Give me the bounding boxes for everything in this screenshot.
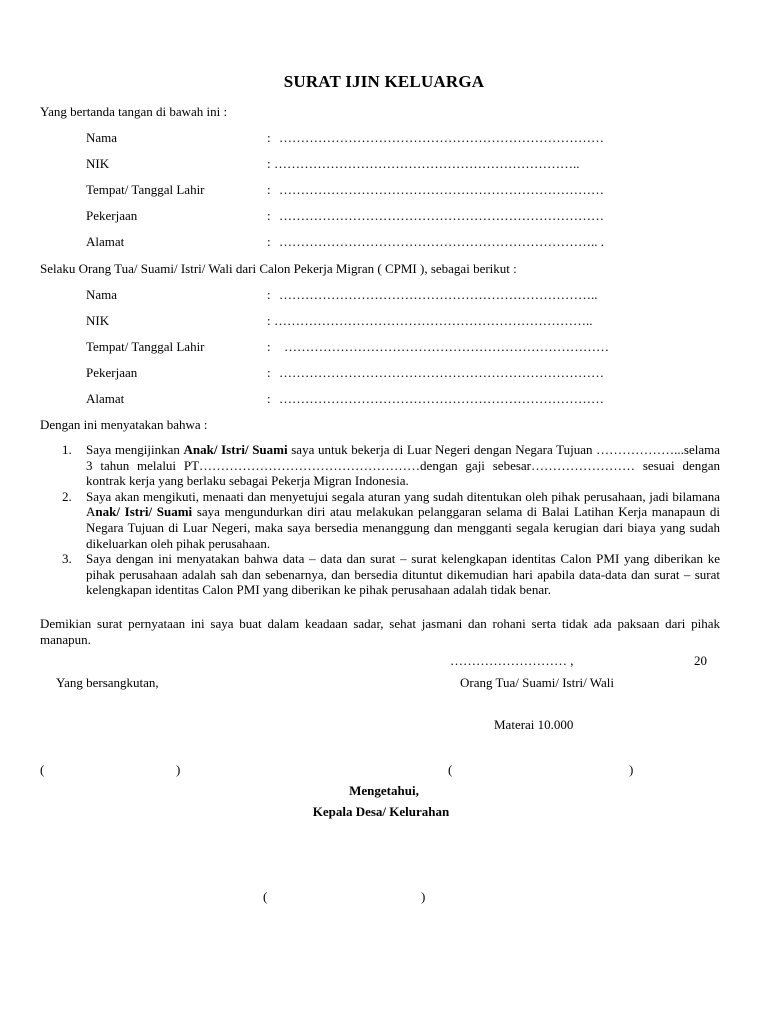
field-colon: :: [267, 130, 271, 145]
closing-text: Demikian surat pernyataan ini saya buat dalam keadaan sadar, sehat jasmani dan rohani serta tidak ada paksaan dari pihak manapun.: [40, 616, 720, 647]
village-head-label: Kepala Desa/ Kelurahan: [312, 804, 450, 819]
signature-bracket-open: (: [40, 762, 45, 777]
field-blank: ……………………………………………………………..: [274, 156, 580, 171]
field-blank: …………………………………………………………………: [279, 182, 604, 197]
field-blank: ………………………………………………………………..: [274, 313, 593, 328]
list-item: [62, 442, 720, 489]
relation-intro-text: Selaku Orang Tua/ Suami/ Istri/ Wali dari Calon Pekerja Migran ( CPMI ), sebagai berikut :: [40, 261, 517, 276]
field-label: Pekerjaan: [86, 208, 138, 223]
field-colon: :: [267, 287, 271, 302]
field-blank: ………………………………………………………………..: [279, 287, 598, 302]
field-label: Alamat: [86, 234, 125, 249]
acknowledge-label: Mengetahui,: [349, 783, 419, 798]
materai-label: Materai 10.000: [494, 717, 574, 732]
field-colon: :: [267, 182, 271, 197]
signer-right-label: Orang Tua/ Suami/ Istri/ Wali: [460, 675, 614, 690]
field-blank: …………………………………………………………………: [279, 208, 604, 223]
list-text: Saya mengijinkan Anak/ Istri/ Suami saya untuk bekerja di Luar Negeri dengan Negara Tujuan ………………...selama 3 tahun melalui PT……………………………………………dengan gaji sebesar…………………… sesuai dengan kontrak kerja yang berlaku sebagai Pekerja Migran Indonesia.: [86, 442, 720, 489]
field-blank: …………………………………………………………………: [284, 339, 609, 354]
signature-bracket-open: (: [263, 889, 268, 904]
field-label: Nama: [86, 130, 118, 145]
field-colon: :: [267, 208, 271, 223]
statement-intro-text: Dengan ini menyatakan bahwa :: [40, 417, 208, 432]
statement-list: [62, 442, 720, 598]
field-label: NIK: [86, 156, 110, 171]
field-colon: :: [267, 156, 271, 171]
list-text: Saya akan mengikuti, menaati dan menyetujui segala aturan yang sudah ditentukan oleh pihak perusahaan, jadi bilamana Anak/ Istri/ Suami saya mengundurkan diri atau melakukan pelanggaran selama di Balai Latihan Kerja manapaun di Negara Tujuan di Luar Negeri, maka saya bersedia menanggung dan mengganti segala kerugian dari biaya yang sudah dikeluarkan oleh pihak perusahaan.: [86, 488, 720, 551]
list-number: 2.: [62, 488, 72, 504]
list-item: [62, 551, 720, 598]
field-colon: :: [267, 365, 271, 380]
date-year: 20: [694, 653, 707, 668]
field-blank: ……………………………………………………………….. .: [279, 234, 604, 249]
signature-bracket-close: ): [421, 889, 426, 904]
document-title: SURAT IJIN KELUARGA: [283, 72, 485, 91]
intro-text: Yang bertanda tangan di bawah ini :: [40, 104, 228, 119]
list-number: 1.: [62, 442, 72, 457]
field-label: NIK: [86, 313, 110, 328]
field-colon: :: [267, 339, 271, 354]
list-number: 3.: [62, 551, 72, 567]
field-label: Nama: [86, 287, 118, 302]
signature-bracket-close: ): [176, 762, 181, 777]
field-label: Tempat/ Tanggal Lahir: [86, 339, 205, 354]
field-label: Tempat/ Tanggal Lahir: [86, 182, 205, 197]
field-label: Alamat: [86, 391, 125, 406]
field-colon: :: [267, 313, 271, 328]
field-blank: …………………………………………………………………: [279, 130, 604, 145]
signature-bracket-close: ): [629, 762, 634, 777]
list-text: Saya dengan ini menyatakan bahwa data – data dan surat – surat kelengkapan identitas Calon PMI yang diberikan ke pihak perusahaan adalah sah dan sebenarnya, dan bersedia dituntut dikemudian hari apabila data-data dan surat – surat kelengkapan identitas Calon PMI yang diberikan ke pihak perusahaan adalah tidak benar.: [86, 551, 720, 598]
field-colon: :: [267, 391, 271, 406]
field-blank: …………………………………………………………………: [279, 391, 604, 406]
field-label: Pekerjaan: [86, 365, 138, 380]
field-blank: …………………………………………………………………: [279, 365, 604, 380]
list-item: [62, 489, 720, 551]
field-colon: :: [267, 234, 271, 249]
signature-bracket-open: (: [448, 762, 453, 777]
date-place-blank: ……………………… ,: [450, 653, 574, 668]
signer-left-label: Yang bersangkutan,: [56, 675, 159, 690]
